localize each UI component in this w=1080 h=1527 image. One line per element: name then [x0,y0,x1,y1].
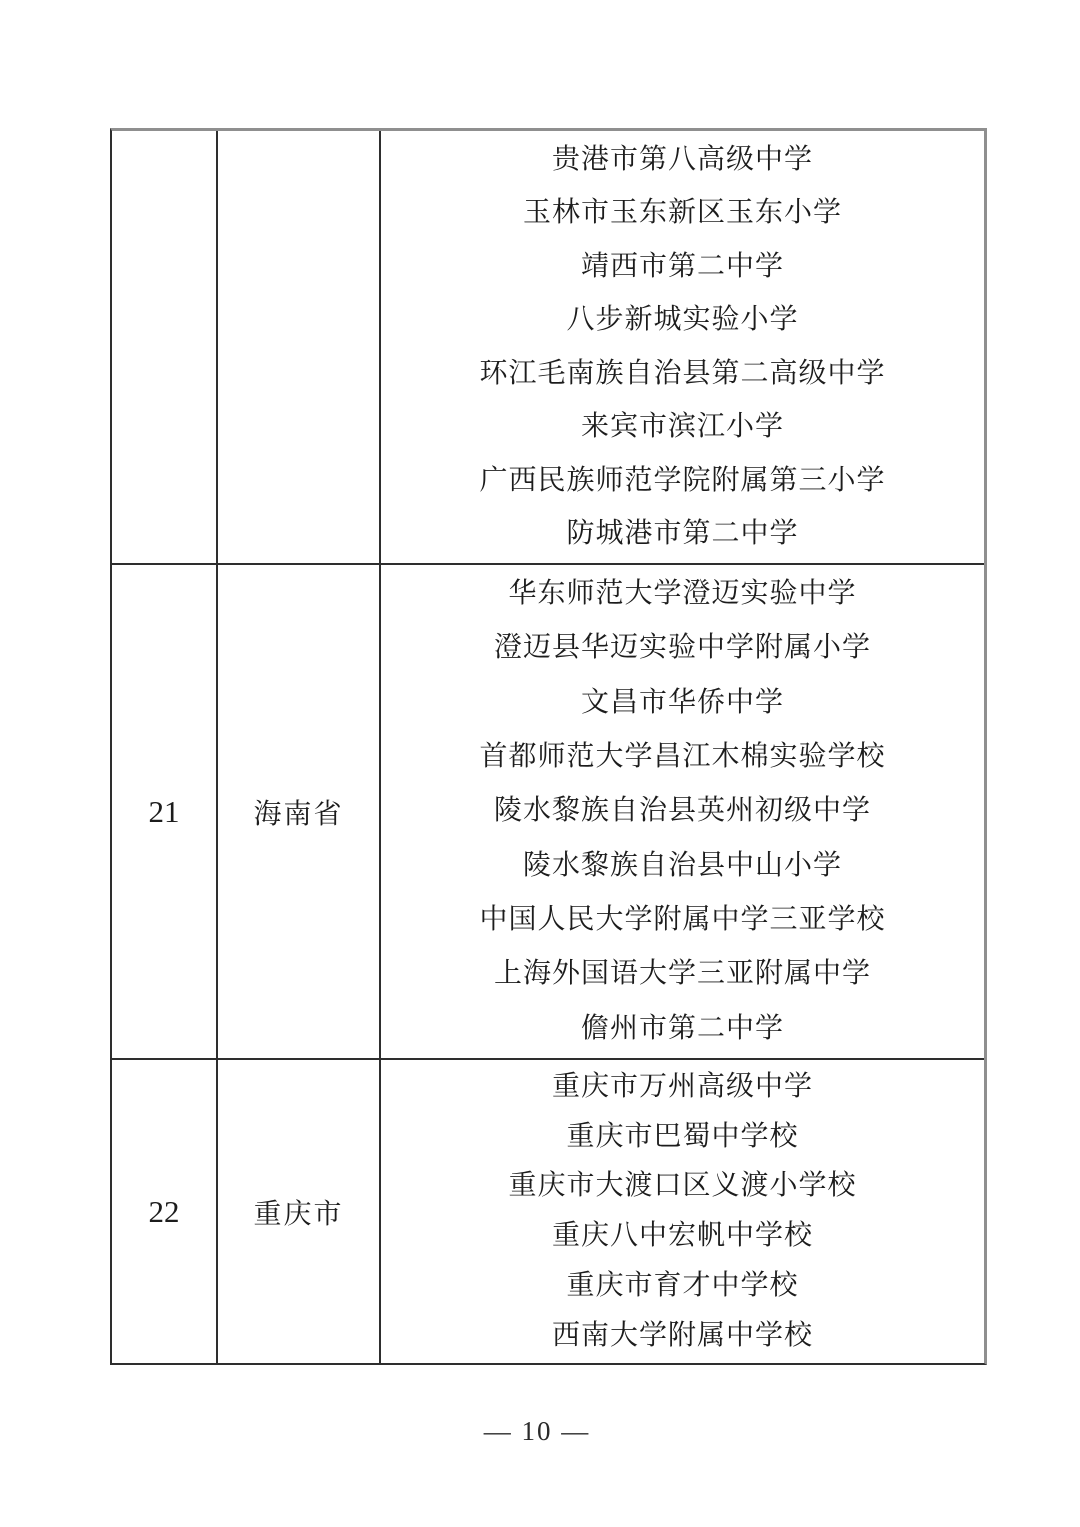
school-name: 重庆市育才中学校 [566,1270,799,1302]
school-name: 陵水黎族自治县英州初级中学 [493,795,871,827]
school-name: 澄迈县华迈实验中学附属小学 [493,632,871,664]
school-name: 首都师范大学昌江木棉实验学校 [479,741,886,773]
school-name: 重庆八中宏帆中学校 [551,1220,813,1252]
table-row-21-hainan [112,565,984,1060]
school-name: 西南大学附属中学校 [551,1319,813,1351]
row-index-cell: 21 [112,565,218,1058]
table-row-guangxi-continuation [112,131,984,565]
school-name: 防城港市第二中学 [566,518,799,550]
province-cell [218,131,381,563]
school-name: 广西民族师范学院附属第三小学 [479,464,886,496]
school-name: 重庆市大渡口区义渡小学校 [508,1170,857,1202]
school-name: 陵水黎族自治县中山小学 [522,849,842,881]
school-name: 重庆市巴蜀中学校 [566,1120,799,1152]
school-name: 环江毛南族自治县第二高级中学 [479,357,886,389]
page-number: — 10 — [483,1416,591,1446]
province-cell: 重庆市 [218,1060,381,1363]
school-name: 贵港市第八高级中学 [551,143,813,175]
row-index-cell [112,131,218,563]
school-name: 玉林市玉东新区玉东小学 [522,197,842,229]
school-name: 文昌市华侨中学 [580,686,784,718]
row-index-cell: 22 [112,1060,218,1363]
school-name: 中国人民大学附属中学三亚学校 [479,904,886,936]
province-cell: 海南省 [218,565,381,1058]
school-name: 来宾市滨江小学 [580,411,784,443]
schools-cell [381,131,984,563]
school-name: 八步新城实验小学 [566,304,799,336]
school-name: 靖西市第二中学 [580,250,784,282]
school-name: 上海外国语大学三亚附属中学 [493,958,871,990]
school-name: 重庆市万州高级中学 [551,1070,813,1102]
schools-cell [381,565,984,1058]
school-list-table [110,128,987,1365]
school-name: 儋州市第二中学 [580,1012,784,1044]
school-name: 华东师范大学澄迈实验中学 [508,578,857,610]
table-row-22-chongqing [112,1060,984,1363]
schools-cell [381,1060,984,1363]
